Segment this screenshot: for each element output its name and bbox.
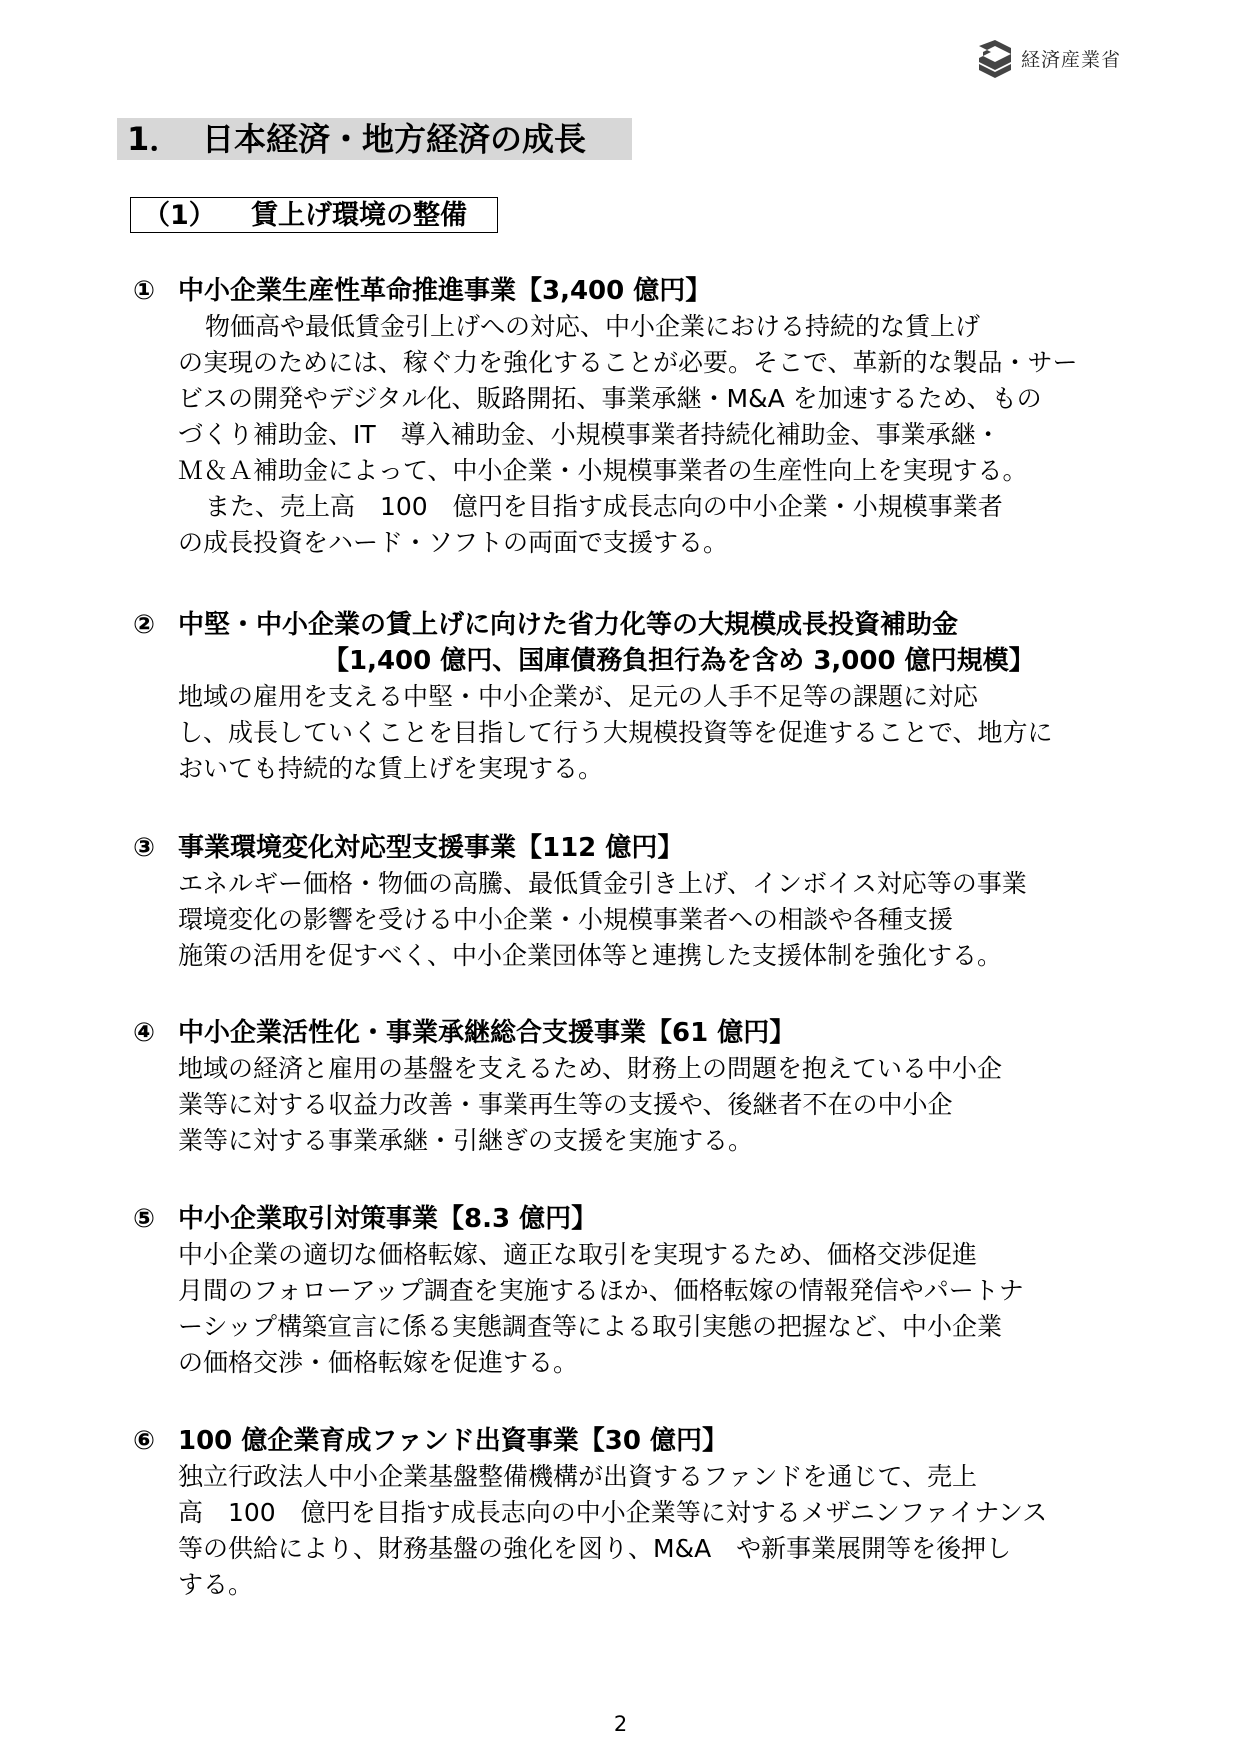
body-line: 地域の雇用を支える中堅・中小企業が、足元の人手不足等の課題に対応 [178,682,979,711]
body-line: 業等に対する事業承継・引継ぎの支援を実施する。 [178,1126,754,1155]
body-line: Ｍ＆Ａ補助金によって、中小企業・小規模事業者の生産性向上を実現する。 [178,456,1028,485]
item-3 [133,830,1123,974]
item-body [133,866,1123,974]
item-title: 100 億企業育成ファンド出資事業【30 億円】 [178,1426,729,1456]
body-line: づくり補助金、IT 導入補助金、小規模事業者持続化補助金、事業承継・ [178,420,1001,449]
body-line: 地域の経済と雇用の基盤を支えるため、財務上の問題を抱えている中小企 [178,1054,1003,1083]
item-body [133,1237,1123,1381]
item-title: 中堅・中小企業の賃上げに向けた省力化等の大規模成長投資補助金 [178,610,959,640]
body-line: 月間のフォローアップ調査を実施するほか、価格転嫁の情報発信やパートナ [178,1276,1024,1305]
item-heading [133,830,1123,866]
item-body [133,1459,1123,1603]
item-heading [133,273,1123,309]
body-line: エネルギー価格・物価の高騰、最低賃金引き上げ、インボイス対応等の事業 [178,869,1027,898]
body-line: し、成長していくことを目指して行う大規模投資等を促進することで、地方に [178,718,1053,747]
item-heading [133,1201,1123,1237]
body-line: 高 100 億円を目指す成長志向の中小企業等に対するメザニンファイナンス [178,1498,1048,1527]
body-line: 物価高や最低賃金引上げへの対応、中小企業における持続的な賃上げ [205,312,981,341]
body-line: おいても持続的な賃上げを実現する。 [178,754,604,783]
item-title: 中小企業活性化・事業承継総合支援事業【61 億円】 [178,1018,796,1048]
ministry-logo [975,38,1121,78]
section-number: 1． [127,120,182,158]
item-body [133,1051,1123,1159]
body-line: 独立行政法人中小企業基盤整備機構が出資するファンドを通じて、売上 [178,1462,978,1491]
subsection-number: （1） [143,200,216,231]
page-number: 2 [613,1712,628,1736]
item-title: 事業環境変化対応型支援事業【112 億円】 [178,833,684,863]
item-body [133,679,1123,787]
body-line: 業等に対する収益力改善・事業再生等の支援や、後継者不在の中小企 [178,1090,953,1119]
body-line: する。 [178,1570,254,1599]
body-line: 環境変化の影響を受ける中小企業・小規模事業者への相談や各種支援 [178,905,954,934]
item-title: 中小企業取引対策事業【8.3 億円】 [178,1204,598,1234]
body-line: 中小企業の適切な価格転嫁、適正な取引を実現するため、価格交渉促進 [178,1240,978,1269]
item-4 [133,1015,1123,1159]
meti-logo-icon [975,38,1015,78]
body-line: の実現のためには、稼ぐ力を強化することが必要。そこで、革新的な製品・サー [178,348,1078,377]
item-6 [133,1423,1123,1603]
item-number: ② [133,610,156,640]
item-1 [133,273,1123,561]
item-number: ③ [133,833,156,863]
item-heading [133,1423,1123,1459]
item-number: ④ [133,1018,156,1048]
item-number: ⑥ [133,1426,156,1456]
body-line: 等の供給により、財務基盤の強化を図り、M&A や新事業展開等を後押し [178,1534,1012,1563]
subsection-heading [130,197,498,233]
body-line: ビスの開発やデジタル化、販路開拓、事業承継・M&A を加速するため、もの [178,384,1042,413]
section-heading [117,118,632,160]
item-body [133,309,1123,561]
subsection-title: 賃上げ環境の整備 [251,200,467,231]
item-title-continued: 【1,400 億円、国庫債務負担行為を含め 3,000 億円規模】 [323,646,1035,676]
item-number: ⑤ [133,1204,156,1234]
item-heading [133,1015,1123,1051]
ministry-name: 経済産業省 [1021,48,1122,71]
item-5 [133,1201,1123,1381]
item-heading [133,607,1123,643]
section-title: 日本経済・地方経済の成長 [202,120,587,158]
item-title: 中小企業生産性革命推進事業【3,400 億円】 [178,276,712,306]
body-line: 施策の活用を促すべく、中小企業団体等と連携した支援体制を強化する。 [178,941,1003,970]
item-2 [133,607,1123,787]
body-line: の価格交渉・価格転嫁を促進する。 [178,1348,579,1377]
body-line: ーシップ構築宣言に係る実態調査等による取引実態の把握など、中小企業 [178,1312,1003,1341]
body-line: の成長投資をハード・ソフトの両面で支援する。 [178,528,729,557]
body-line: また、売上高 100 億円を目指す成長志向の中小企業・小規模事業者 [205,492,1003,521]
item-number: ① [133,276,156,306]
